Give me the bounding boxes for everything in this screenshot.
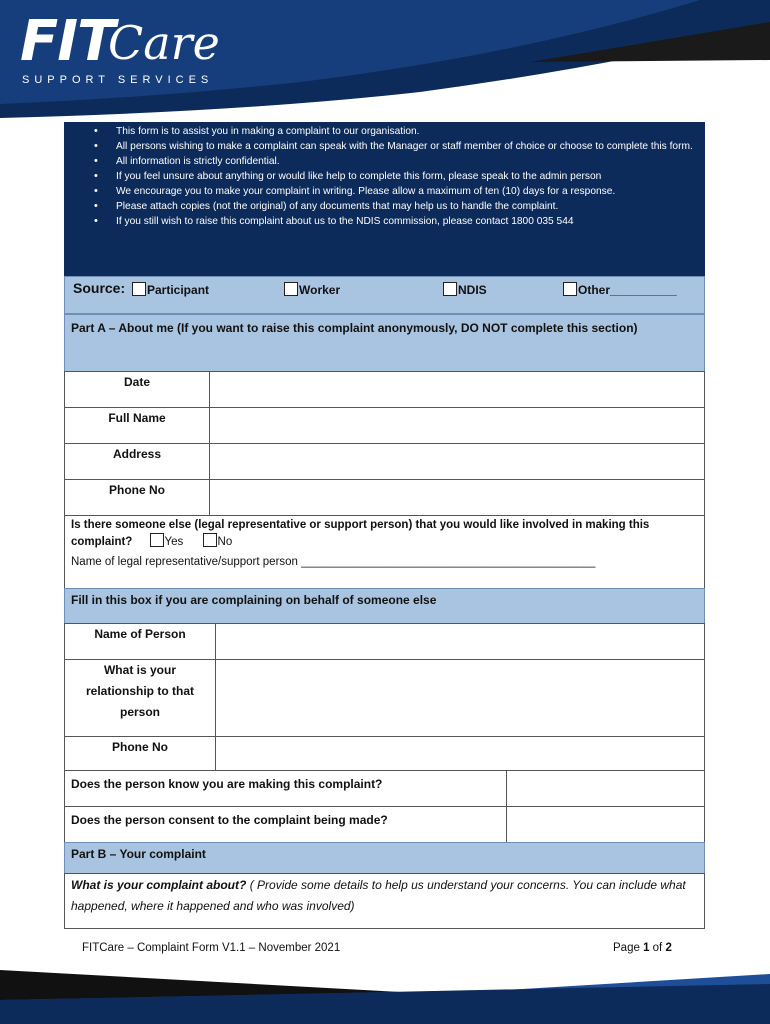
- behalf-phone-input[interactable]: [215, 736, 705, 771]
- notice-item: • This form is to assist you in making a complaint to our organisation.: [116, 124, 695, 139]
- checkbox[interactable]: [563, 282, 577, 296]
- footer-banner: [0, 960, 770, 1024]
- question-consent: Does the person consent to the complaint being made?: [64, 806, 507, 843]
- knows-complaint-answer[interactable]: [506, 770, 705, 807]
- logo-care-script: Care: [108, 16, 220, 70]
- source-row: [64, 276, 705, 314]
- checkbox[interactable]: [203, 533, 217, 547]
- field-label-phone: Phone No: [64, 479, 210, 516]
- complaint-question: What is your complaint about?: [71, 878, 247, 892]
- behalf-heading: Fill in this box if you are complaining on behalf of someone else: [64, 588, 705, 624]
- footer-doc-title: FITCare – Complaint Form V1.1 – November 2021: [82, 942, 341, 954]
- question-knows-complaint: Does the person know you are making this complaint?: [64, 770, 507, 807]
- notice-item: • All persons wishing to make a complaint can speak with the Manager or staff member of choice or choose to complete this form.: [116, 139, 695, 154]
- field-label-full-name: Full Name: [64, 407, 210, 444]
- representative-name-line[interactable]: Name of legal representative/support person ______________________________________________: [71, 556, 596, 568]
- source-option-worker[interactable]: Worker: [284, 282, 340, 297]
- checkbox[interactable]: [284, 282, 298, 296]
- field-label-address: Address: [64, 443, 210, 480]
- notice-item: • We encourage you to make your complaint in writing. Please allow a maximum of ten (10) days for a response.: [116, 184, 695, 199]
- source-option-other[interactable]: Other__________: [563, 282, 677, 297]
- checkbox[interactable]: [150, 533, 164, 547]
- source-label: Source:: [73, 280, 126, 296]
- checkbox[interactable]: [443, 282, 457, 296]
- page-number: Page 1 of 2: [613, 942, 672, 954]
- checkbox[interactable]: [132, 282, 146, 296]
- relationship-input[interactable]: [215, 659, 705, 737]
- source-option-ndis[interactable]: NDIS: [443, 282, 487, 297]
- no-option[interactable]: No: [203, 536, 233, 548]
- field-label-behalf-phone: Phone No: [64, 736, 216, 771]
- part-b-heading: Part B – Your complaint: [64, 842, 705, 874]
- date-input[interactable]: [209, 371, 705, 408]
- consent-answer[interactable]: [506, 806, 705, 843]
- source-option-participant[interactable]: Participant: [132, 282, 209, 297]
- field-label-relationship: What is your relationship to that person: [64, 659, 216, 737]
- involvement-block: [64, 515, 705, 589]
- notice-item: • All information is strictly confidential.: [116, 154, 695, 169]
- involvement-question: Is there someone else (legal representative or support person) that you would like involved in making this complaint? Yes No: [71, 519, 650, 548]
- logo-fit-text: FIT: [20, 9, 115, 74]
- yes-option[interactable]: Yes: [150, 536, 184, 548]
- field-label-person-name: Name of Person: [64, 623, 216, 660]
- notice-box: [64, 122, 705, 276]
- logo-tagline: SUPPORT SERVICES: [22, 74, 214, 86]
- phone-input[interactable]: [209, 479, 705, 516]
- part-a-heading: Part A – About me (If you want to raise this complaint anonymously, DO NOT complete this section): [64, 314, 705, 372]
- complaint-hint: ( Provide some details to help us understand your concerns. You can include what happened, where it happened and who was involved): [71, 878, 686, 913]
- full-name-input[interactable]: [209, 407, 705, 444]
- notice-item: • If you still wish to raise this complaint about us to the NDIS commission, please contact 1800 035 544: [116, 214, 695, 229]
- person-name-input[interactable]: [215, 623, 705, 660]
- field-label-date: Date: [64, 371, 210, 408]
- notice-item: • If you feel unsure about anything or would like help to complete this form, please speak to the admin person: [116, 169, 695, 184]
- complaint-description-box[interactable]: [64, 873, 705, 929]
- address-input[interactable]: [209, 443, 705, 480]
- notice-item: • Please attach copies (not the original) of any documents that may help us to handle the complaint.: [116, 199, 695, 214]
